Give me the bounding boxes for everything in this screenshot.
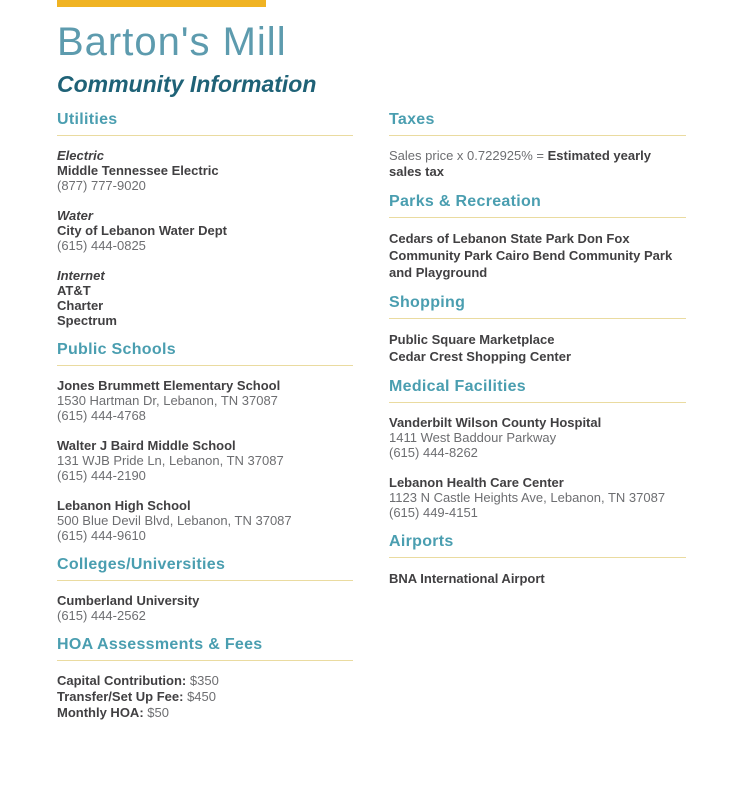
fee-label: Monthly HOA: (57, 705, 144, 720)
public-schools-heading: Public Schools (57, 341, 176, 358)
utility-provider-name: City of Lebanon Water Dept (57, 223, 227, 238)
parks-list-line: and Playground (389, 265, 488, 280)
section-divider (389, 557, 686, 558)
school-entry (57, 498, 353, 543)
college-phone: (615) 444-2562 (57, 608, 146, 623)
page-title: Barton's Mill (57, 20, 287, 64)
utility-label: Electric (57, 148, 104, 163)
school-phone: (615) 444-4768 (57, 408, 146, 423)
colleges-heading: Colleges/Universities (57, 556, 226, 573)
utility-entry-water (57, 208, 353, 253)
section-divider (389, 402, 686, 403)
fee-label: Transfer/Set Up Fee: (57, 689, 184, 704)
college-entry (57, 593, 353, 623)
utility-phone: (877) 777-9020 (57, 178, 146, 193)
fee-value: $50 (147, 705, 169, 720)
medical-facility-entry (389, 415, 686, 460)
school-address: 1530 Hartman Dr, Lebanon, TN 37087 (57, 393, 278, 408)
content-columns (0, 98, 744, 721)
school-name: Walter J Baird Middle School (57, 438, 236, 453)
utility-entry-internet (57, 268, 353, 328)
parks-heading: Parks & Recreation (389, 193, 542, 210)
school-entry (57, 438, 353, 483)
section-divider (57, 365, 353, 366)
section-hoa-fees (57, 635, 353, 721)
airport-item: BNA International Airport (389, 571, 545, 586)
airports-heading: Airports (389, 533, 454, 550)
section-shopping (389, 293, 686, 365)
accent-bar (57, 0, 266, 7)
shopping-item: Public Square Marketplace (389, 332, 555, 347)
utility-label: Water (57, 208, 93, 223)
utility-label: Internet (57, 268, 105, 283)
section-divider (57, 580, 353, 581)
utilities-heading: Utilities (57, 111, 118, 128)
facility-phone: (615) 444-8262 (389, 445, 478, 460)
school-name: Jones Brummett Elementary School (57, 378, 281, 393)
fee-row (57, 689, 353, 705)
fee-value: $450 (187, 689, 216, 704)
medical-facility-entry (389, 475, 686, 520)
section-divider (57, 660, 353, 661)
shopping-item: Cedar Crest Shopping Center (389, 349, 572, 364)
hoa-heading: HOA Assessments & Fees (57, 636, 263, 653)
internet-provider: Charter (57, 298, 104, 313)
utility-phone: (615) 444-0825 (57, 238, 146, 253)
page-subtitle: Community Information (57, 71, 317, 97)
shopping-heading: Shopping (389, 294, 466, 311)
section-divider (57, 135, 353, 136)
right-column (389, 110, 686, 721)
section-colleges (57, 555, 353, 623)
fee-row (57, 673, 353, 689)
internet-provider: Spectrum (57, 313, 117, 328)
section-divider (389, 318, 686, 319)
section-taxes (389, 110, 686, 180)
facility-name: Vanderbilt Wilson County Hospital (389, 415, 602, 430)
left-column (57, 110, 353, 721)
section-divider (389, 217, 686, 218)
facility-name: Lebanon Health Care Center (389, 475, 564, 490)
school-phone: (615) 444-9610 (57, 528, 146, 543)
fee-value: $350 (189, 673, 219, 688)
fee-label: Capital Contribution: (57, 673, 187, 688)
college-name: Cumberland University (57, 593, 200, 608)
facility-address: 1411 West Baddour Parkway (389, 430, 557, 445)
taxes-heading: Taxes (389, 111, 435, 128)
section-medical (389, 377, 686, 520)
section-public-schools (57, 340, 353, 543)
flyer-header (0, 0, 744, 98)
school-phone: (615) 444-2190 (57, 468, 146, 483)
formula-expression: Sales price x 0.722925% = (389, 148, 548, 163)
school-address: 500 Blue Devil Blvd, Lebanon, TN 37087 (57, 513, 292, 528)
parks-list-line: Community Park Cairo Bend Community Park (389, 248, 673, 263)
section-parks (389, 192, 686, 281)
facility-address: 1123 N Castle Heights Ave, Lebanon, TN 37087 (389, 490, 666, 505)
utility-provider-name: Middle Tennessee Electric (57, 163, 219, 178)
school-entry (57, 378, 353, 423)
school-name: Lebanon High School (57, 498, 191, 513)
fee-row (57, 705, 353, 721)
formula-result-label: Estimated yearly sales tax (389, 148, 651, 179)
sales-tax-formula (389, 148, 686, 180)
parks-list-line: Cedars of Lebanon State Park Don Fox (389, 231, 630, 246)
section-utilities (57, 110, 353, 328)
section-divider (389, 135, 686, 136)
medical-heading: Medical Facilities (389, 378, 527, 395)
utility-entry-electric (57, 148, 353, 193)
internet-provider: AT&T (57, 283, 91, 298)
school-address: 131 WJB Pride Ln, Lebanon, TN 37087 (57, 453, 284, 468)
section-airports (389, 532, 686, 587)
facility-phone: (615) 449-4151 (389, 505, 478, 520)
